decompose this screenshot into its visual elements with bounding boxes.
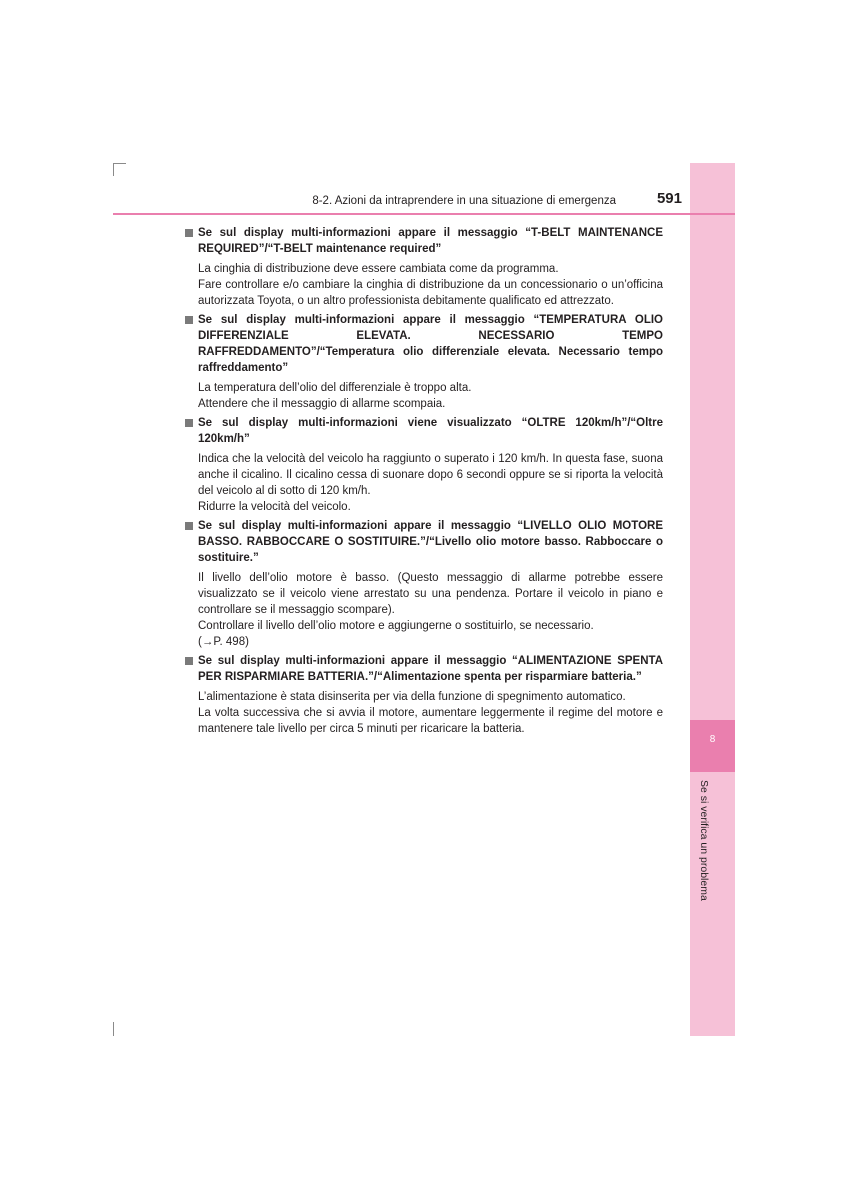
entry-paragraph: Attendere che il messaggio di allarme scompaia. <box>198 398 446 410</box>
entry-paragraph: Indica che la velocità del veicolo ha raggiunto o superato i 120 km/h. In questa fase, suona anche il cicalino. Il cicalino cessa di suonare dopo 6 secondi oppure se si riporta la velocità del veicolo al di sotto di 120 km/h. <box>198 453 663 497</box>
message-entry <box>185 518 663 650</box>
entry-title <box>185 225 663 257</box>
header-rule <box>113 213 735 215</box>
page-number: 591 <box>656 190 682 207</box>
crop-mark-top-left-vertical <box>113 163 114 176</box>
chapter-label: Se si verifica un problema <box>698 780 710 901</box>
section-title: 8-2. Azioni da intraprendere in una situazione di emergenza <box>312 195 616 207</box>
entry-title-text: Se sul display multi-informazioni appare il messaggio “ALIMENTAZIONE SPENTA PER RISPARMIARE BATTERIA.”/“Alimentazione spenta per risparmiare batteria.” <box>198 655 663 683</box>
entry-title-text: Se sul display multi-informazioni appare il messaggio “LIVELLO OLIO MOTORE BASSO. RABBOCCARE O SOSTITUIRE.”/“Livello olio motore basso. Rabboccare o sostituire.” <box>198 520 663 564</box>
entry-title <box>185 415 663 447</box>
message-entry <box>185 312 663 412</box>
entry-paragraph: Il livello dell’olio motore è basso. (Questo messaggio di allarme potrebbe essere visualizzato se il veicolo viene arrestato su una pendenza. Portare il veicolo in piano e controllare se il messaggio scompare). <box>198 572 663 616</box>
entry-body <box>198 261 663 309</box>
chapter-tab <box>690 720 735 772</box>
entry-body <box>198 689 663 737</box>
entry-paragraph: Controllare il livello dell’olio motore e aggiungerne o sostituirlo, se necessario. <box>198 620 594 632</box>
message-entry <box>185 225 663 309</box>
entry-paragraph: La volta successiva che si avvia il motore, aumentare leggermente il regime del motore e mantenere tale livello per circa 5 minuti per ricaricare la batteria. <box>198 707 663 735</box>
square-bullet-icon <box>185 522 193 530</box>
square-bullet-icon <box>185 657 193 665</box>
crop-mark-bottom-left <box>113 1022 114 1036</box>
page-reference[interactable]: (→P. 498) <box>198 636 249 648</box>
entry-title-text: Se sul display multi-informazioni viene visualizzato “OLTRE 120km/h”/“Oltre 120km/h” <box>198 417 663 445</box>
entry-body <box>198 570 663 650</box>
entry-title <box>185 653 663 685</box>
square-bullet-icon <box>185 316 193 324</box>
entry-paragraph: La cinghia di distribuzione deve essere cambiata come da programma. <box>198 263 559 275</box>
crop-mark-top-left-horizontal <box>113 163 126 164</box>
entry-body <box>198 380 663 412</box>
entry-body <box>198 451 663 515</box>
entry-title <box>185 312 663 376</box>
entry-title-text: Se sul display multi-informazioni appare il messaggio “T-BELT MAINTENANCE REQUIRED”/“T-BELT maintenance required” <box>198 227 663 255</box>
entry-paragraph: La temperatura dell’olio del differenziale è troppo alta. <box>198 382 472 394</box>
chapter-number: 8 <box>709 734 716 745</box>
message-entry <box>185 653 663 737</box>
square-bullet-icon <box>185 229 193 237</box>
entry-title <box>185 518 663 566</box>
entry-paragraph: Fare controllare e/o cambiare la cinghia di distribuzione da un concessionario o un’officina autorizzata Toyota, o un altro professionista debitamente qualificato ed attrezzato. <box>198 279 663 307</box>
entry-paragraph: Ridurre la velocità del veicolo. <box>198 501 351 513</box>
entry-paragraph: L’alimentazione è stata disinserita per via della funzione di spegnimento automatico. <box>198 691 626 703</box>
page-content <box>185 225 663 740</box>
message-entry <box>185 415 663 515</box>
entry-title-text: Se sul display multi-informazioni appare il messaggio “TEMPERATURA OLIO DIFFERENZIALE ELEVATA. NECESSARIO TEMPO RAFFREDDAMENTO”/“Temperatura olio differenziale elevata. Necessario tempo raffreddamento” <box>198 314 663 374</box>
square-bullet-icon <box>185 419 193 427</box>
